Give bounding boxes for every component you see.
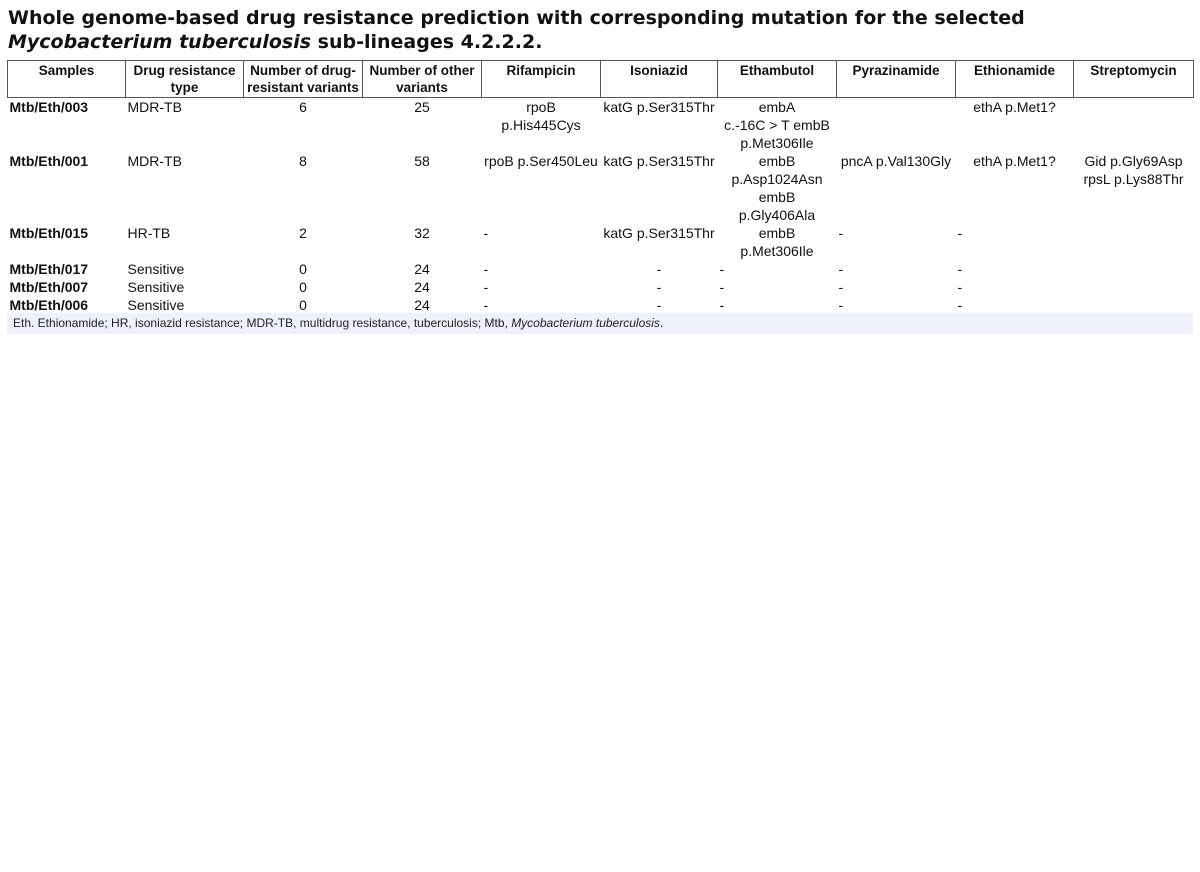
cell-other-variants: 25 [414, 99, 430, 115]
cell-ethionamide: ethA p.Met1? [973, 153, 1056, 169]
cell-isoniazid: katG p.Ser315Thr [603, 225, 715, 241]
cell-type: MDR-TB [127, 153, 182, 169]
cell-ethambutol: embA c.-16C > T embB p.Met306Ile [724, 99, 830, 151]
cell-dr-variants: 0 [299, 279, 307, 295]
cell-rifampicin: - [483, 279, 489, 295]
cell-rifampicin: - [483, 225, 489, 241]
cell-other-variants: 32 [414, 225, 430, 241]
cell-other-variants: 24 [414, 261, 430, 277]
title-text: Whole genome-based drug resistance prediction with corresponding mutation for the selected [8, 7, 1025, 29]
cell-streptomycin [1074, 278, 1194, 296]
cell-type: HR-TB [127, 225, 171, 241]
cell-dr-variants: 2 [299, 225, 307, 241]
cell-isoniazid: - [656, 297, 662, 313]
cell-ethionamide: - [957, 279, 963, 295]
cell-ethionamide: - [957, 297, 963, 313]
col-header-pyrazinamide: Pyrazinamide [837, 61, 956, 98]
cell-ethambutol: - [719, 261, 725, 277]
header-row [8, 61, 1194, 98]
cell-sample: Mtb/Eth/006 [9, 297, 89, 313]
cell-isoniazid: - [656, 279, 662, 295]
cell-sample: Mtb/Eth/015 [9, 225, 89, 241]
cell-ethionamide: - [957, 225, 963, 241]
cell-type: Sensitive [127, 297, 185, 313]
cell-ethambutol: - [719, 279, 725, 295]
cell-ethambutol: - [719, 297, 725, 313]
col-header-ethionamide: Ethionamide [956, 61, 1074, 98]
cell-type: Sensitive [127, 279, 185, 295]
cell-ethionamide: ethA p.Met1? [973, 99, 1056, 115]
cell-streptomycin [1074, 260, 1194, 278]
table-row [8, 278, 1194, 296]
col-header-streptomycin: Streptomycin [1074, 61, 1194, 98]
col-header-dr-variants: Number of drug-resistant variants [244, 61, 363, 98]
cell-isoniazid: katG p.Ser315Thr [603, 99, 715, 115]
cell-other-variants: 58 [414, 153, 430, 169]
cell-sample: Mtb/Eth/001 [9, 153, 89, 169]
cell-sample: Mtb/Eth/007 [9, 279, 89, 295]
cell-isoniazid: katG p.Ser315Thr [603, 153, 715, 169]
col-header-samples: Samples [8, 61, 126, 98]
cell-rifampicin: rpoB p.His445Cys [501, 99, 581, 133]
cell-isoniazid: - [656, 261, 662, 277]
table-footnote [7, 313, 1193, 334]
cell-rifampicin: - [483, 261, 489, 277]
cell-pyrazinamide: - [838, 279, 844, 295]
cell-dr-variants: 0 [299, 261, 307, 277]
resistance-table [7, 60, 1194, 314]
footnote-text: Eth. Ethionamide; HR, isoniazid resistance; MDR-TB, multidrug resistance, tuberculosis; Mtb, [13, 316, 512, 330]
col-header-isoniazid: Isoniazid [601, 61, 718, 98]
cell-ethambutol: embB p.Met306Ile [740, 225, 814, 259]
table-title [8, 6, 1192, 54]
table-row [8, 98, 1194, 153]
cell-streptomycin: Gid p.Gly69Asp rpsL p.Lys88Thr [1083, 153, 1184, 187]
cell-other-variants: 24 [414, 297, 430, 313]
table-row [8, 296, 1194, 314]
cell-dr-variants: 6 [299, 99, 307, 115]
footnote-species: Mycobacterium tuberculosis [511, 316, 660, 330]
title-species: Mycobacterium tuberculosis [8, 31, 312, 53]
cell-pyrazinamide: pncA p.Val130Gly [840, 153, 952, 169]
cell-dr-variants: 0 [299, 297, 307, 313]
col-header-rifampicin: Rifampicin [482, 61, 601, 98]
cell-sample: Mtb/Eth/003 [9, 99, 89, 115]
table-row [8, 224, 1194, 260]
cell-pyrazinamide: - [838, 261, 844, 277]
cell-dr-variants: 8 [299, 153, 307, 169]
cell-type: MDR-TB [127, 99, 182, 115]
footnote-end: . [659, 316, 664, 330]
cell-ethambutol: embB p.Asp1024Asn embB p.Gly406Ala [731, 153, 823, 223]
cell-other-variants: 24 [414, 279, 430, 295]
cell-pyrazinamide: - [838, 297, 844, 313]
cell-rifampicin: - [483, 297, 489, 313]
cell-streptomycin [1074, 224, 1194, 260]
cell-ethionamide: - [957, 261, 963, 277]
title-text-end: sub-lineages 4.2.2.2. [311, 31, 543, 53]
table-row [8, 260, 1194, 278]
cell-rifampicin: rpoB p.Ser450Leu [484, 153, 598, 169]
cell-pyrazinamide [837, 98, 956, 153]
cell-sample: Mtb/Eth/017 [9, 261, 89, 277]
cell-streptomycin [1074, 98, 1194, 153]
cell-type: Sensitive [127, 261, 185, 277]
col-header-ethambutol: Ethambutol [718, 61, 837, 98]
cell-streptomycin [1074, 296, 1194, 314]
col-header-other-variants: Number of other variants [363, 61, 482, 98]
col-header-resistance-type: Drug resistance type [126, 61, 244, 98]
table-row [8, 152, 1194, 224]
cell-pyrazinamide: - [838, 225, 844, 241]
